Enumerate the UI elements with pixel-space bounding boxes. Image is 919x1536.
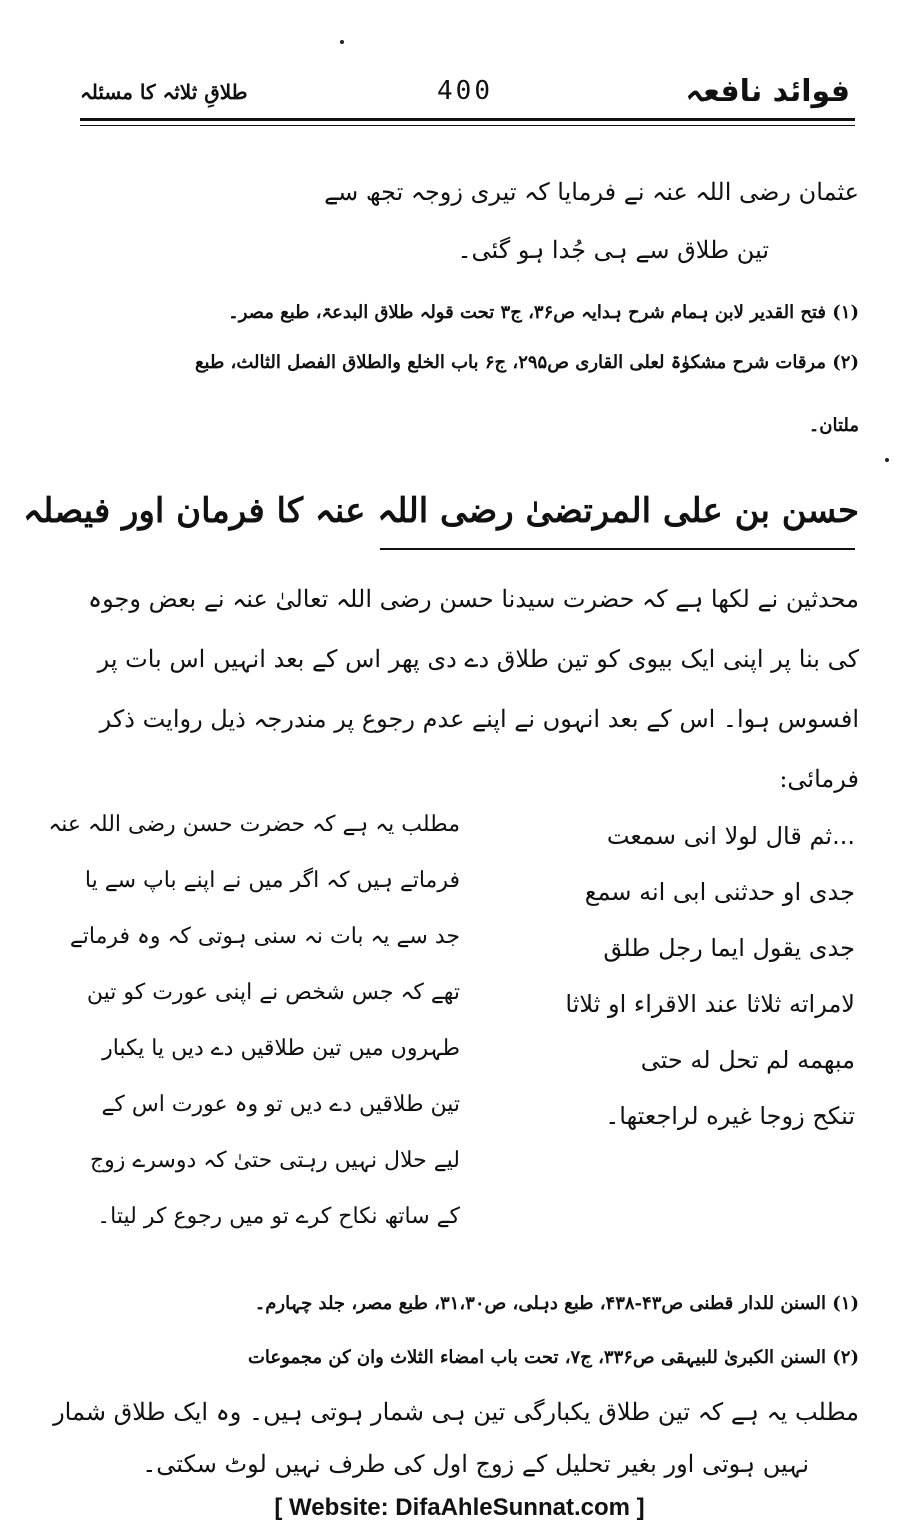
urdu-line: مطلب یہ ہے کہ حضرت حسن رضی اللہ عنہ [48,812,460,837]
header-rule-thin [80,125,855,126]
arabic-line: جدی یقول ایما رجل طلق [603,934,855,962]
section-heading: حسن بن علی المرتضیٰ رضی اللہ عنہ کا فرمان اور فیصلہ [23,491,859,531]
arabic-quote-column [495,822,855,1158]
urdu-line: لیے حلال نہیں رہتی حتیٰ کہ دوسرے زوج [89,1148,460,1173]
book-title: فوائد نافعہ [685,74,850,109]
top-text-line: تین طلاق سے ہی جُدا ہو گئی۔ [457,236,769,264]
page-number: 400 [437,76,493,106]
urdu-line: تھے کہ جس شخص نے اپنی عورت کو تین [86,980,460,1005]
urdu-translation-column [48,812,460,1260]
urdu-line: فرماتے ہیں کہ اگر میں نے اپنے باپ سے یا [84,868,460,893]
header-rule-thick [80,118,855,121]
paragraph-line: کی بنا پر اپنی ایک بیوی کو تین طلاق دے دی پھر اس کے بعد انہیں اس بات پر [97,645,859,673]
arabic-line: جدی او حدثنی ابی انه سمع [584,878,855,906]
speck-top [340,40,344,44]
closing-line: نہیں ہوتی اور بغیر تحلیل کے زوج اول کی طرف نہیں لوٹ سکتی۔ [142,1450,809,1478]
urdu-line: تین طلاقیں دے دیں تو وہ عورت اس کے [101,1092,460,1117]
top-text-line: عثمان رضی اللہ عنہ نے فرمایا کہ تیری زوجہ تجھ سے [324,178,859,206]
website-footer: [ Website: DifaAhleSunnat.com ] [274,1494,645,1521]
paragraph-line: افسوس ہوا۔ اس کے بعد انہوں نے اپنے عدم رجوع پر مندرجہ ذیل روایت ذکر [99,705,859,733]
paragraph-line: فرمائی: [779,765,859,793]
arabic-line: تنکح زوجا غیره لراجعتها۔ [605,1102,855,1130]
footnote: (۲) السنن الکبریٰ للبیہقی ص۳۳۶، ج۷، تحت باب امضاء الثلاث وان کن مجموعات [247,1347,859,1368]
heading-underline [380,548,855,550]
arabic-line: ...ثم قال لولا انی سمعت [606,822,855,850]
urdu-line: جد سے یہ بات نہ سنی ہوتی کہ وہ فرماتے [69,924,460,949]
chapter-title: طلاقِ ثلاثہ کا مسئلہ [80,80,248,104]
closing-line: مطلب یہ ہے کہ تین طلاق یکبارگی تین ہی شمار ہوتی ہیں۔ وہ ایک طلاق شمار [53,1398,859,1426]
urdu-line: طہروں میں تین طلاقیں دے دیں یا یکبار [102,1036,460,1061]
page-header [80,74,850,114]
paragraph-line: محدثین نے لکھا ہے کہ حضرت سیدنا حسن رضی اللہ تعالیٰ عنہ نے بعض وجوہ [88,585,859,613]
urdu-line: کے ساتھ نکاح کرے تو میں رجوع کر لیتا۔ [97,1204,460,1229]
arabic-line: لامراته ثلاثا عند الاقراء او ثلاثا [565,990,855,1018]
speck-right [885,458,889,462]
footnote: (۲) مرقات شرح مشکوٰۃ لعلی القاری ص۲۹۵، ج۶ باب الخلع والطلاق الفصل الثالث، طبع [194,352,859,373]
footnote: ملتان۔ [808,415,859,436]
footnote: (۱) السنن للدار قطنی ص۴۳-۴۳۸، طبع دہلی، ص۳۱،۳۰، طبع مصر، جلد چہارم۔ [254,1293,859,1314]
footnote: (۱) فتح القدیر لابن ہمام شرح ہدایہ ص۳۶، ج۳ تحت قولہ طلاق البدعۃ، طبع مصر۔ [228,302,859,323]
arabic-line: مبهمه لم تحل له حتی [640,1046,855,1074]
